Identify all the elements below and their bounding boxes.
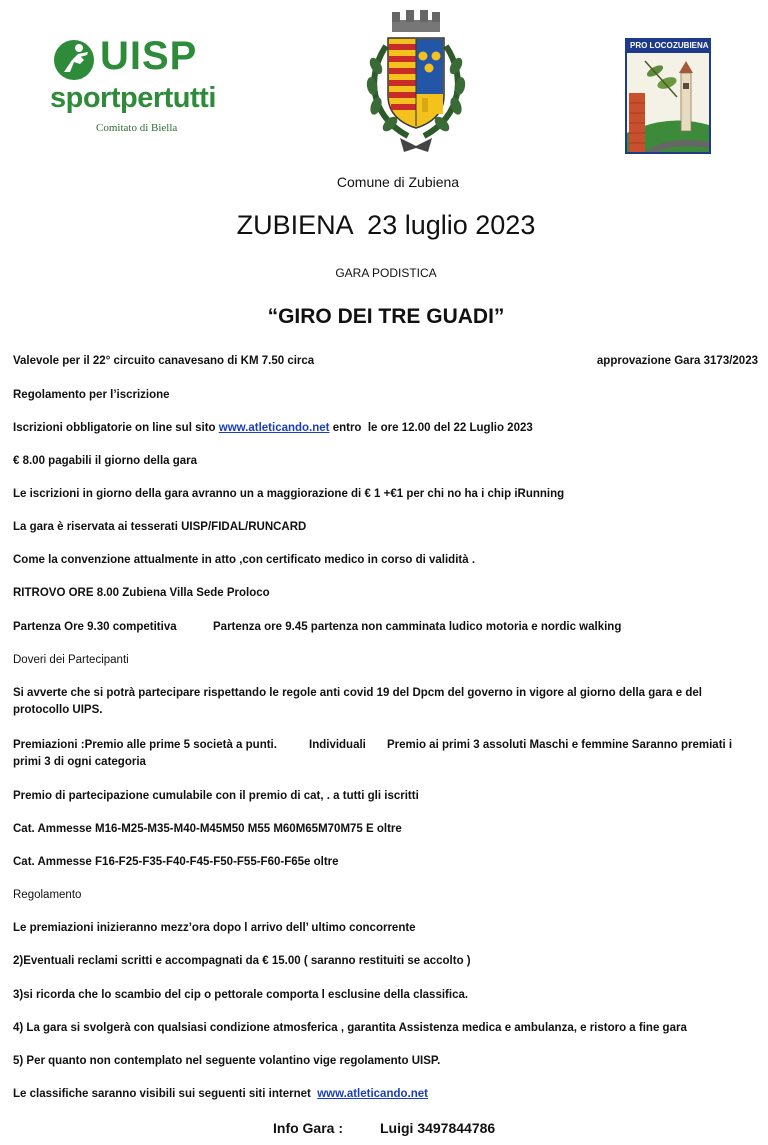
- registration-deadline: entro le ore 12.00 del 22 Luglio 2023: [329, 422, 533, 434]
- surcharge-line: Le iscrizioni in giorno della gara avranno un a maggiorazione di € 1 +€1 per chi no ha i chip iRunning: [13, 488, 565, 500]
- registration-line: [13, 420, 758, 437]
- covid-line-1: Si avverte che si potrà partecipare rispettando le regole anti covid 19 del Dpcm del governo in vigore al giorno della gara e del: [13, 687, 702, 699]
- prizes-teams: Premiazioni :Premio alle prime 5 società a punti.: [13, 739, 277, 751]
- registration-title: Regolamento per l’iscrizione: [13, 389, 170, 401]
- results-link[interactable]: www.atleticando.net: [317, 1088, 428, 1100]
- info-contact: Luigi 3497844786: [380, 1120, 496, 1136]
- participation-line: Premio di partecipazione cumulabile con il premio di cat, . a tutti gli iscritti: [13, 790, 419, 802]
- male-categories: Cat. Ammesse M16-M25-M35-M40-M45M50 M55 M60M65M70M75 E oltre: [13, 823, 402, 835]
- rule-1: Le premiazioni inizieranno mezz’ora dopo l arrivo dell’ ultimo concorrente: [13, 922, 416, 934]
- results-text: Le classifiche saranno visibili sui seguenti siti internet: [13, 1088, 318, 1100]
- female-categories: Cat. Ammesse F16-F25-F35-F40-F45-F50-F55-F60-F65e oltre: [13, 856, 339, 868]
- event-title: ZUBIENA 23 luglio 2023: [236, 210, 536, 240]
- uisp-logo: [48, 36, 228, 140]
- covid-line-2: protocollo UIPS.: [13, 704, 103, 716]
- rules-title: Regolamento: [13, 889, 82, 901]
- proloco-label-left: PRO LOCO: [630, 41, 673, 50]
- validity-text: Valevole per il 22° circuito canavesano di KM 7.50 circa: [13, 355, 315, 367]
- municipality: Comune di Zubiena: [336, 174, 460, 190]
- start-competitive: Partenza Ore 9.30 competitiva: [13, 621, 177, 633]
- runner-icon: [52, 38, 98, 82]
- proloco-label-right: ZUBIENA: [673, 41, 709, 50]
- results-line: [13, 1086, 758, 1103]
- village-scene-icon: [627, 53, 709, 154]
- convention-line: Come la convenzione attualmente in atto ,con certificato medico in corso di validità .: [13, 554, 476, 566]
- coat-of-arms-icon: [356, 6, 476, 156]
- prizes-line-1: [13, 737, 758, 754]
- rule-3: 3)si ricorda che lo scambio del cip o pettorale comporta l esclusine della classifica.: [13, 989, 469, 1001]
- approval-text: approvazione Gara 3173/2023: [596, 355, 758, 367]
- rule-2: 2)Eventuali reclami scritti e accompagnati da € 15.00 ( saranno restituiti se accolto ): [13, 955, 471, 967]
- proloco-logo: [625, 38, 711, 154]
- rule-4: 4) La gara si svolgerà con qualsiasi condizione atmosferica , garantita Assistenza medica e ambulanza, e ristoro a fine gara: [13, 1022, 687, 1034]
- reserved-line: La gara è riservata ai tesserati UISP/FIDAL/RUNCARD: [13, 521, 307, 533]
- duties-title: Doveri dei Partecipanti: [13, 654, 129, 666]
- meeting-line: RITROVO ORE 8.00 Zubiena Villa Sede Proloco: [13, 587, 270, 599]
- prizes-individual: Individuali: [309, 739, 366, 751]
- registration-text: Iscrizioni obbligatorie on line sul sito: [13, 422, 219, 434]
- uisp-committee: Comitato di Biella: [96, 122, 178, 134]
- uisp-name: UISP: [100, 34, 198, 78]
- start-line: [13, 619, 758, 636]
- event-subtitle: GARA PODISTICA: [335, 266, 437, 280]
- prizes-absolute: Premio ai primi 3 assoluti Maschi e femmine Saranno premiati i: [387, 739, 733, 751]
- uisp-tagline: sportpertutti: [50, 82, 216, 114]
- info-label: Info Gara :: [273, 1120, 344, 1136]
- atleticando-link[interactable]: www.atleticando.net: [218, 422, 330, 434]
- validity-line: [13, 353, 758, 370]
- price-line: € 8.00 pagabili il giorno della gara: [13, 455, 198, 467]
- start-walk: Partenza ore 9.45 partenza non camminata ludico motoria e nordic walking: [213, 621, 622, 633]
- coat-of-arms: [356, 6, 476, 156]
- prizes-line-2: primi 3 di ogni categoria: [13, 756, 146, 768]
- rule-5: 5) Per quanto non contemplato nel seguente volantino vige regolamento UISP.: [13, 1055, 441, 1067]
- race-name: “GIRO DEI TRE GUADI”: [267, 305, 505, 328]
